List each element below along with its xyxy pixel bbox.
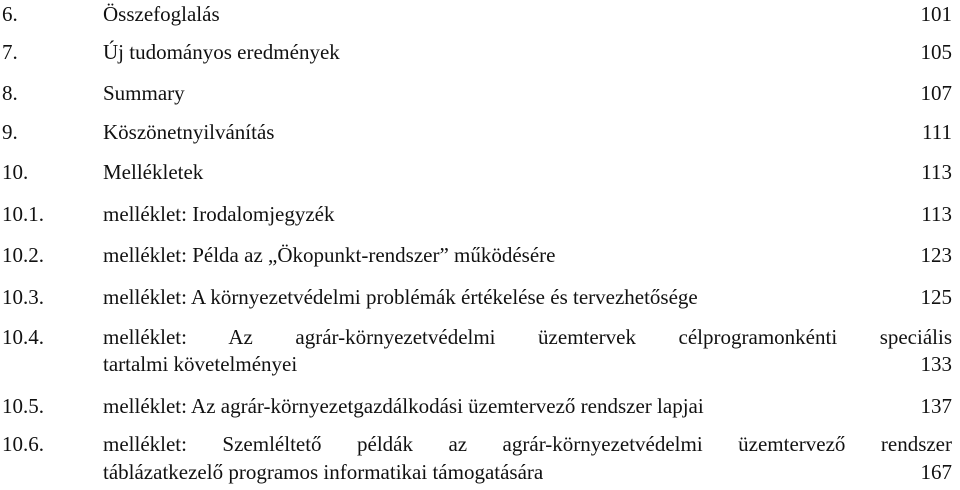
toc-entry-page: 125 xyxy=(920,285,952,309)
toc-entry-page: 137 xyxy=(920,394,952,418)
toc-entry-page: 113 xyxy=(921,202,952,226)
toc-entry-page: 101 xyxy=(920,2,952,26)
toc-entry-title: melléklet: Szemléltető példák az agrár-környezetvédelmi üzemtervező rendszer xyxy=(103,432,952,456)
toc-entry-page: 123 xyxy=(920,243,952,267)
toc-entry-page: 113 xyxy=(921,160,952,184)
toc-entry-title-continued: táblázatkezelő programos informatikai támogatására xyxy=(103,460,544,484)
toc-entry-number: 9. xyxy=(2,120,18,144)
toc-entry-title: melléklet: A környezetvédelmi problémák értékelése és tervezhetősége xyxy=(103,285,698,309)
toc-entry-number: 7. xyxy=(2,40,18,64)
toc-entry-number: 10.6. xyxy=(2,432,44,456)
toc-entry-title: melléklet: Példa az „Ökopunkt-rendszer” működésére xyxy=(103,243,556,267)
toc-entry-title: melléklet: Az agrár-környezetvédelmi üzemtervek célprogramonkénti speciális xyxy=(103,325,952,349)
toc-entry-page: 133 xyxy=(920,352,952,376)
toc-entry-page: 107 xyxy=(920,81,952,105)
toc-entry-page: 167 xyxy=(920,460,952,484)
toc-entry-number: 8. xyxy=(2,81,18,105)
toc-entry-number: 6. xyxy=(2,2,18,26)
toc-entry-title: melléklet: Az agrár-környezetgazdálkodási üzemtervező rendszer lapjai xyxy=(103,394,704,418)
toc-entry-page: 111 xyxy=(922,120,952,144)
toc-entry-number: 10.2. xyxy=(2,243,44,267)
toc-entry-number: 10. xyxy=(2,160,29,184)
toc-entry-title: Új tudományos eredmények xyxy=(103,40,340,64)
toc-entry-number: 10.5. xyxy=(2,394,44,418)
toc-entry-page: 105 xyxy=(920,40,952,64)
toc-entry-title: Összefoglalás xyxy=(103,2,220,26)
toc-entry-title: Summary xyxy=(103,81,185,105)
toc-entry-title: melléklet: Irodalomjegyzék xyxy=(103,202,335,226)
toc-entry-number: 10.1. xyxy=(2,202,44,226)
toc-entry-number: 10.4. xyxy=(2,325,44,349)
toc-entry-title: Mellékletek xyxy=(103,160,204,184)
toc-entry-title-continued: tartalmi követelményei xyxy=(103,352,298,376)
toc-entry-title: Köszönetnyilvánítás xyxy=(103,120,275,144)
toc-entry-number: 10.3. xyxy=(2,285,44,309)
